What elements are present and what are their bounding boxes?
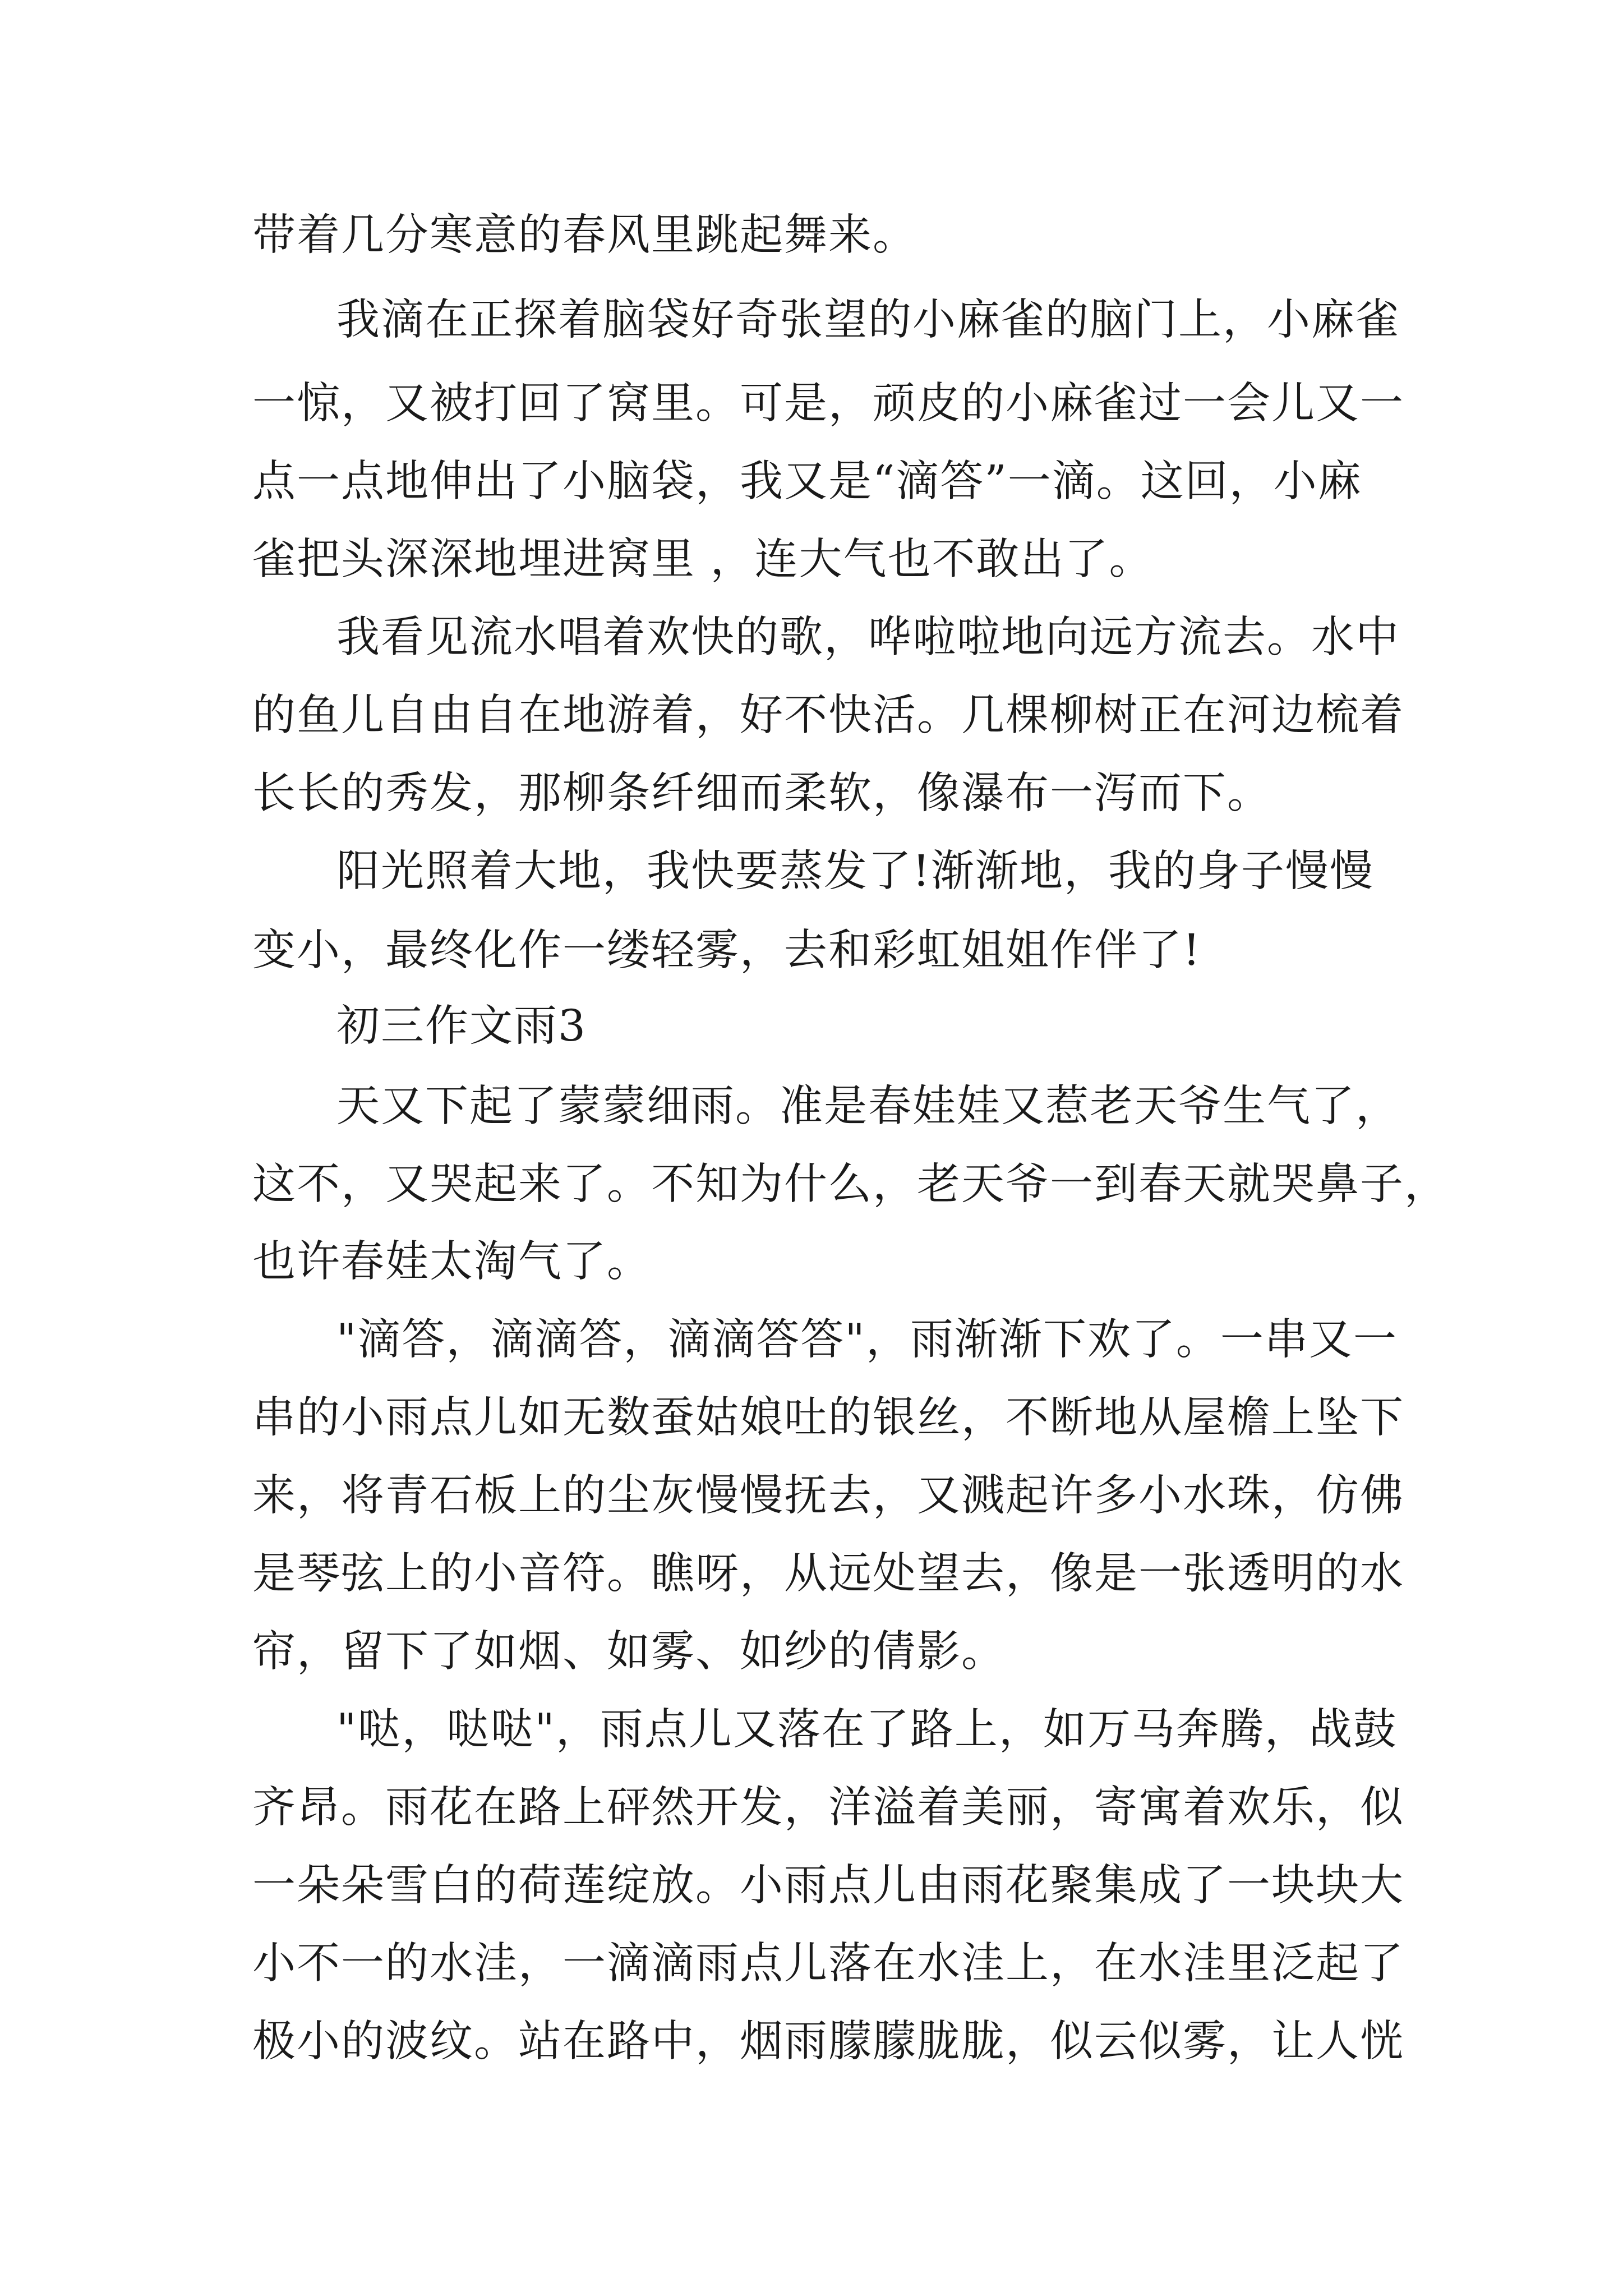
text-line: 一惊，又被打回了窝里。可是，顽皮的小麻雀过一会儿又一 bbox=[252, 379, 1404, 429]
text-line: 串的小雨点儿如无数蚕姑娘吐的银丝，不断地从屋檐上坠下 bbox=[252, 1393, 1404, 1443]
paragraph-start-line: 阳光照着大地，我快要蒸发了!渐渐地，我的身子慢慢 bbox=[336, 846, 1374, 896]
paragraph-start-line: "哒，哒哒"，雨点儿又落在了路上，如万马奔腾，战鼓 bbox=[336, 1705, 1398, 1755]
text-line: 是琴弦上的小音符。瞧呀，从远处望去，像是一张透明的水 bbox=[252, 1549, 1404, 1599]
text-line: 长长的秀发，那柳条纤细而柔软，像瀑布一泻而下。 bbox=[252, 769, 1271, 818]
text-line: 极小的波纹。站在路中，烟雨朦朦胧胧，似云似雾，让人恍 bbox=[252, 2017, 1404, 2067]
text-line: 点一点地伸出了小脑袋，我又是“滴答”一滴。这回，小麻 bbox=[252, 457, 1362, 507]
text-line: 变小，最终化作一缕轻雾，去和彩虹姐姐作伴了! bbox=[252, 926, 1201, 976]
paragraph-start-line: 天又下起了蒙蒙细雨。准是春娃娃又惹老天爷生气了， bbox=[336, 1082, 1400, 1131]
paragraph-start-line: 我滴在正探着脑袋好奇张望的小麻雀的脑门上，小麻雀 bbox=[336, 295, 1400, 345]
text-line: 小不一的水洼，一滴滴雨点儿落在水洼上，在水洼里泛起了 bbox=[252, 1939, 1404, 1989]
text-line: 帘，留下了如烟、如雾、如纱的倩影。 bbox=[252, 1627, 1006, 1677]
text-line: 齐昂。雨花在路上砰然开发，洋溢着美丽，寄寓着欢乐，似 bbox=[252, 1783, 1404, 1833]
text-line: 带着几分寒意的春风里跳起舞来。 bbox=[252, 210, 917, 260]
text-line: 的鱼儿自由自在地游着，好不快活。几棵柳树正在河边梳着 bbox=[252, 691, 1404, 740]
section-title: 初三作文雨3 bbox=[336, 1001, 587, 1051]
text-line: 雀把头深深地埋进窝里 ，连大气也不敢出了。 bbox=[252, 535, 1154, 585]
paragraph-start-line: "滴答，滴滴答，滴滴答答"，雨渐渐下欢了。一串又一 bbox=[336, 1315, 1398, 1365]
text-line: 这不，又哭起来了。不知为什么，老天爷一到春天就哭鼻子， bbox=[252, 1159, 1449, 1209]
text-line: 也许春娃太淘气了。 bbox=[252, 1237, 651, 1287]
text-line: 一朵朵雪白的荷莲绽放。小雨点儿由雨花聚集成了一块块大 bbox=[252, 1861, 1404, 1911]
paragraph-start-line: 我看见流水唱着欢快的歌，哗啦啦地向远方流去。水中 bbox=[336, 613, 1400, 662]
text-line: 来，将青石板上的尘灰慢慢抚去，又溅起许多小水珠，仿佛 bbox=[252, 1471, 1404, 1521]
